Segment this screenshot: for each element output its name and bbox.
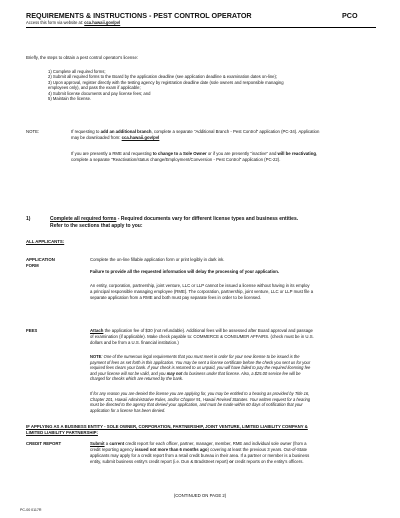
fees-text: the application fee of $30 (not refundable). Additional fees will be assessed after Board approval and passage	[103, 328, 313, 333]
access-url-link[interactable]: cca.hawaii.gov/pvl	[84, 20, 121, 25]
section-number: 1)	[26, 216, 31, 222]
note-text: If you are presently a RME and requesting	[71, 151, 153, 156]
step-item: 4) Submit license documents and pay license fees; and	[48, 90, 151, 96]
fees-note-line: payment of fees as set forth in this application. You may be sent a license certificate before the check you sent us for your	[90, 359, 311, 365]
document-title: REQUIREMENTS & INSTRUCTIONS - PEST CONTROL OPERATOR	[26, 11, 252, 20]
credit-text: credit report for each officer, partner, manager, member, RME and individual sole owner (from a	[124, 441, 307, 446]
note-line-2	[71, 135, 159, 141]
application-form-p1: Complete the on-line fillable application form or print legibly in dark ink.	[90, 257, 225, 262]
credit-report-label: CREDIT REPORT	[26, 441, 62, 446]
note-text: may be downloaded from:	[71, 135, 122, 140]
fees-hearing-line: Chapter 201, Hawaii Administrative Rules, and/or Chapter 91, Hawaii Revised Statutes. Your written request for a hearing	[90, 396, 311, 402]
fees-p1-line: of examination (if applicable). Make check payable to: COMMERCE & CONSUMER AFFAIRS. (check must be in U.S.	[90, 334, 314, 339]
credit-report-line: applicants may apply for a credit report from a retail credit bureau in their area. If a partner or member is a business	[90, 453, 310, 458]
application-form-label-2: FORM	[26, 263, 39, 268]
access-line	[26, 20, 120, 25]
fees-note-line: required fees clears your bank. If your check is returned to us unpaid, you will have failed to pay the required licensing fee	[90, 365, 311, 370]
fees-hearing-line: application for a license has been denied.	[90, 407, 166, 413]
note-emphasis: add an additional branch	[100, 129, 152, 134]
step-item: 3) Upon approval, register directly with the testing agency by registration deadline date (sole owners and responsible managing	[48, 79, 284, 85]
fees-hearing-line: If for any reason you are denied the license you are applying for, you may be entitled to a hearing as provided by Title 16,	[90, 391, 310, 396]
section-title-line-2: Refer to the sections that apply to you:	[50, 222, 143, 229]
note-para2-line-1	[71, 151, 317, 157]
steps-list	[48, 69, 368, 101]
credit-text: a	[104, 441, 110, 446]
application-form-p3-line: An entity, corporation, partnership, joint venture, LLC or LLP cannot be issued a license without having in its employ	[90, 283, 310, 288]
credit-report-line	[90, 441, 307, 447]
fees-note-emphasis: may not	[166, 370, 183, 376]
note-text: ,	[316, 151, 318, 156]
step-item: 1) Complete all required forms;	[48, 69, 106, 74]
section-title-line-1	[50, 216, 370, 222]
fees-hearing-line: must be directed to the agency that denied your application, and must be made within 60 days of notification that your	[90, 402, 303, 407]
form-code: PCO	[342, 11, 358, 20]
fees-p1-line: dollars and be from a U.S. financial institution.)	[90, 340, 179, 345]
note-emphasis: will be reactivating	[277, 151, 316, 156]
form-id: PC-00 0117R	[20, 508, 42, 512]
step-item: employees only), and pass the exam if applicable;	[48, 85, 141, 91]
section-title-text: - Required documents vary for different license types and business entities.	[116, 216, 299, 222]
note-text: If requesting to	[71, 129, 101, 134]
application-form-warning: Failure to provide all the requested information will delay the processing of your application.	[90, 269, 280, 274]
credit-emphasis: issued not more than 6 months ago	[134, 447, 208, 452]
credit-report-line	[90, 447, 307, 453]
all-applicants-heading: ALL APPLICANTS:	[26, 239, 65, 244]
access-prefix: Access this form via website at:	[26, 20, 84, 25]
credit-text: credit reporting agency	[90, 447, 135, 452]
section-title-underlined: Complete all required forms	[50, 216, 117, 222]
fees-note-label: NOTE	[90, 354, 102, 359]
credit-text: credit reports on the entity's officers.	[233, 459, 304, 464]
note-para2-line-2: complete a separate "Reactivation/status change/Employment/Conversion - Pest Control" application (PC-22).	[71, 157, 281, 162]
note-emphasis: to change to a Sole Owner	[152, 151, 207, 156]
note-label: NOTE:	[26, 129, 40, 134]
intro-text: Briefly, the steps to obtain a pest control operator's license:	[26, 55, 139, 60]
business-entity-heading: IF APPLYING AS A BUSINESS ENTITY - SOLE OWNER, CORPORATION, PARTNERSHIP, JOINT VENTURE, LIMITED LIABILITY COMPANY &	[26, 424, 308, 429]
step-item: 2) Submit all required forms to the Board by the application deadline (see application deadline & examination dates on-line);	[48, 74, 278, 80]
application-form-p3-line: separate application from a RME and both must pay separate fees in order to be licensed.	[90, 295, 262, 300]
note-text: or if you are presently "inactive" and	[206, 151, 278, 156]
header-divider	[26, 27, 376, 28]
fees-attach: Attach	[90, 328, 104, 333]
fees-p1-line	[90, 328, 313, 334]
note-text: , complete a separate "Additional Branch - Pest Control" application (PC-34). Application	[151, 129, 320, 134]
credit-emphasis: or	[229, 459, 234, 464]
note-line-1	[71, 129, 319, 135]
step-item: 5) Maintain the license.	[48, 96, 92, 102]
fees-note-text: do business under that license. Also, a $25.00 service fee will be	[182, 370, 301, 376]
fees-note-text: : One of the numerous legal requirements that you must meet in order for your new license to be issued is the	[101, 354, 300, 359]
note-url-link[interactable]: cca.hawaii.gov/pvl	[121, 135, 160, 140]
credit-submit: Submit	[90, 441, 105, 446]
continued-note: (CONTINUED ON PAGE 2)	[173, 493, 227, 498]
fees-note-text: and your license will not be valid, and you	[90, 370, 167, 376]
application-form-label: APPLICATION	[26, 257, 55, 262]
credit-emphasis: current	[109, 441, 125, 446]
business-entity-heading-2: LIMITED LIABILITY PARTNERSHIP:	[26, 430, 98, 435]
application-form-p3-line: a principal responsible managing employee (RME). The corporation, partnership, joint venture, LLC or LLP must file a	[90, 289, 314, 294]
fees-label: FEES	[26, 328, 38, 333]
fees-note-line: charged for checks which are returned by the bank.	[90, 376, 184, 381]
credit-text: entity, submit business entity's credit report (i.e. Dun & Bradstreet report)	[90, 459, 230, 464]
credit-report-line	[90, 459, 304, 465]
credit-text: ) covering at least the previous 3 years. Out-of-State	[207, 447, 308, 452]
